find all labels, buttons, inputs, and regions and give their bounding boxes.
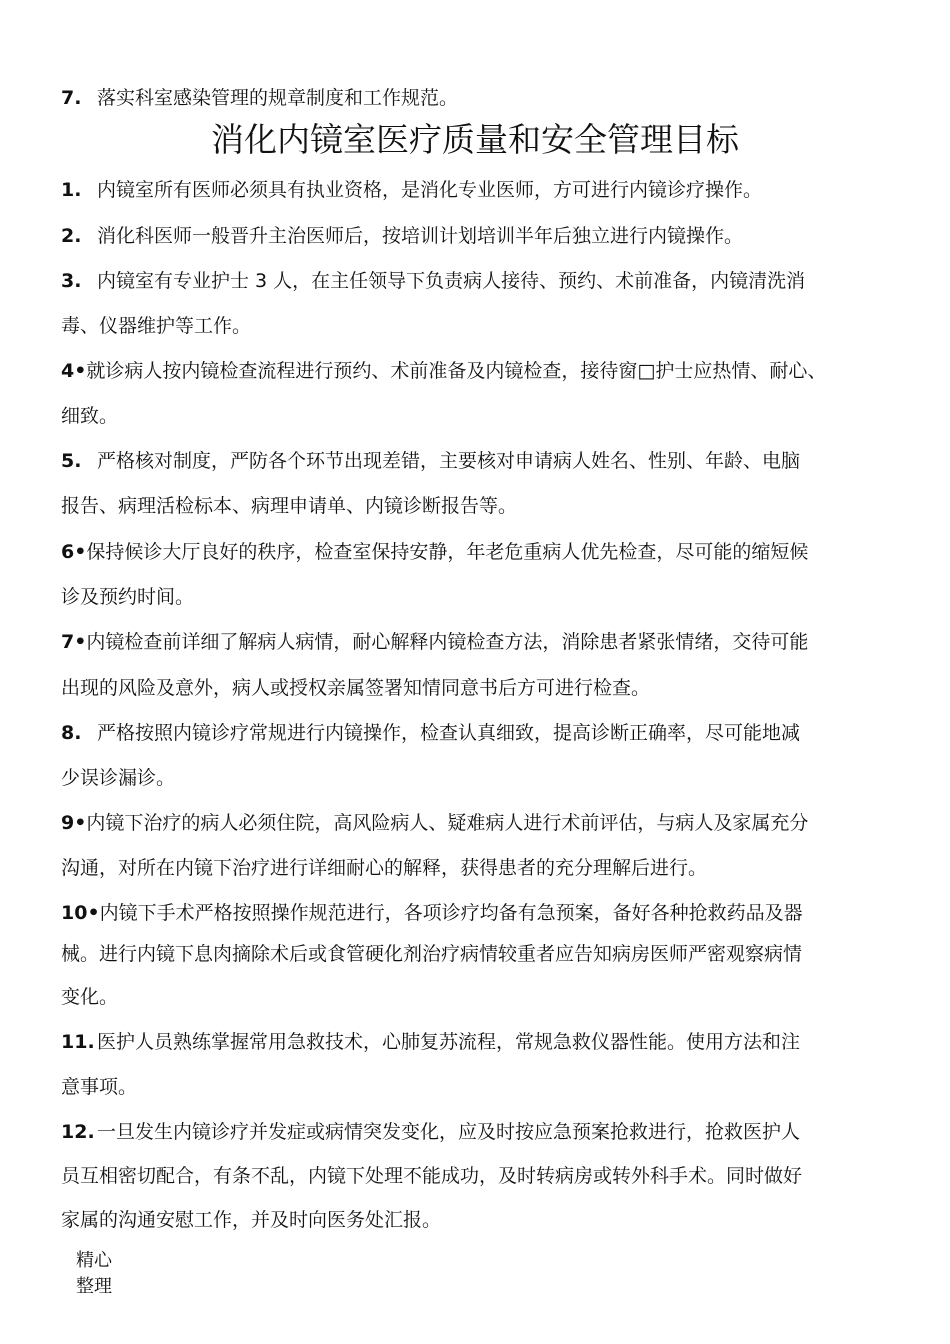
item-text: 少误诊漏诊。 bbox=[61, 767, 176, 789]
item-text: 医护人员熟练掌握常用急救技术，心肺复苏流程，常规急救仪器性能。使用方法和注 bbox=[97, 1031, 801, 1053]
list-item-continuation bbox=[61, 985, 118, 1009]
item-text: 械。进行内镜下息肉摘除术后或食管硬化剂治疗病情较重者应告知病房医师严密观察病情 bbox=[61, 943, 803, 965]
footer-line-1: 精心 bbox=[76, 1250, 112, 1271]
list-item bbox=[61, 811, 808, 835]
item-text: 严格按照内镜诊疗常规进行内镜操作，检查认真细致，提高诊断正确率，尽可能地减 bbox=[97, 722, 801, 744]
list-item-continuation bbox=[61, 676, 650, 700]
item-text: 意事项。 bbox=[61, 1076, 138, 1098]
list-item-continuation bbox=[61, 766, 175, 790]
list-item bbox=[61, 721, 800, 745]
item-text: 保持候诊大厅良好的秩序，检查室保持安静，年老危重病人优先检查，尽可能的缩短候 bbox=[86, 541, 809, 563]
list-item-continuation bbox=[61, 585, 194, 609]
list-item-continuation bbox=[61, 1208, 441, 1232]
page-title: 消化内镜室医疗质量和安全管理目标 bbox=[211, 120, 739, 159]
item-number: 12. bbox=[61, 1121, 95, 1143]
item-text: 员互相密切配合，有条不乱，内镜下处理不能成功，及时转病房或转外科手术。同时做好 bbox=[61, 1165, 803, 1187]
list-item bbox=[61, 178, 762, 202]
list-item bbox=[61, 269, 805, 293]
list-item bbox=[61, 224, 743, 248]
item-number: 2. bbox=[61, 225, 82, 247]
item-text: 诊及预约时间。 bbox=[61, 586, 195, 608]
list-item bbox=[61, 540, 808, 564]
list-item-continuation bbox=[61, 494, 517, 518]
item-text: 消化科医师一般晋升主治医师后，按培训计划培训半年后独立进行内镜操作。 bbox=[97, 225, 744, 247]
item-number: 4• bbox=[61, 360, 87, 382]
item-text: 出现的风险及意外，病人或授权亲属签署知情同意书后方可进行检查。 bbox=[61, 677, 651, 699]
list-item bbox=[61, 1030, 800, 1054]
list-item-continuation bbox=[61, 942, 802, 966]
item-text: 内镜下手术严格按照操作规范进行，各项诊疗均备有急预案，备好各种抢救药品及器 bbox=[99, 902, 803, 924]
item-text: 毒、仪器维护等工作。 bbox=[61, 315, 252, 337]
item-number: 1. bbox=[61, 179, 82, 201]
list-item-continuation bbox=[61, 404, 118, 428]
item-text: 就诊病人按内镜检查流程进行预约、术前准备及内镜检查，接待窗□护士应热情、耐心、 bbox=[86, 360, 827, 382]
item-number: 11. bbox=[61, 1031, 95, 1053]
item-text: 细致。 bbox=[61, 405, 119, 427]
list-item bbox=[61, 901, 803, 925]
item-text: 家属的沟通安慰工作，并及时向医务处汇报。 bbox=[61, 1209, 442, 1231]
footer-line-2: 整理 bbox=[76, 1276, 112, 1297]
item-text: 变化。 bbox=[61, 986, 119, 1008]
item-number: 3. bbox=[61, 270, 82, 292]
list-item-continuation bbox=[61, 856, 707, 880]
item-text: 沟通，对所在内镜下治疗进行详细耐心的解释，获得患者的充分理解后进行。 bbox=[61, 857, 708, 879]
list-item-continuation bbox=[61, 1164, 802, 1188]
item-text: 内镜检查前详细了解病人病情，耐心解释内镜检查方法，消除患者紧张情绪，交待可能 bbox=[86, 631, 809, 653]
item-number: 9• bbox=[61, 812, 87, 834]
item-text: 内镜下治疗的病人必须住院，高风险病人、疑难病人进行术前评估，与病人及家属充分 bbox=[86, 812, 809, 834]
item-number: 6• bbox=[61, 541, 87, 563]
item-number: 8. bbox=[61, 722, 82, 744]
item-text: 一旦发生内镜诊疗并发症或病情突发变化，应及时按应急预案抢救进行，抢救医护人 bbox=[97, 1121, 801, 1143]
item-number: 5. bbox=[61, 450, 82, 472]
list-item bbox=[61, 630, 808, 654]
intro-text: 落实科室感染管理的规章制度和工作规范。 bbox=[97, 87, 459, 109]
item-text: 内镜室有专业护士 3 人，在主任领导下负责病人接待、预约、术前准备，内镜清洗消 bbox=[97, 270, 806, 292]
list-item bbox=[61, 359, 826, 383]
list-item-continuation bbox=[61, 1075, 137, 1099]
intro-line bbox=[61, 86, 458, 110]
list-item bbox=[61, 449, 800, 473]
item-text: 严格核对制度，严防各个环节出现差错，主要核对申请病人姓名、性别、年龄、电脑 bbox=[97, 450, 801, 472]
intro-number: 7. bbox=[61, 87, 82, 109]
list-item-continuation bbox=[61, 314, 251, 338]
list-item bbox=[61, 1120, 800, 1144]
item-text: 内镜室所有医师必须具有执业资格，是消化专业医师，方可进行内镜诊疗操作。 bbox=[97, 179, 763, 201]
item-text: 报告、病理活检标本、病理申请单、内镜诊断报告等。 bbox=[61, 495, 518, 517]
item-number: 10• bbox=[61, 902, 100, 924]
item-number: 7• bbox=[61, 631, 87, 653]
